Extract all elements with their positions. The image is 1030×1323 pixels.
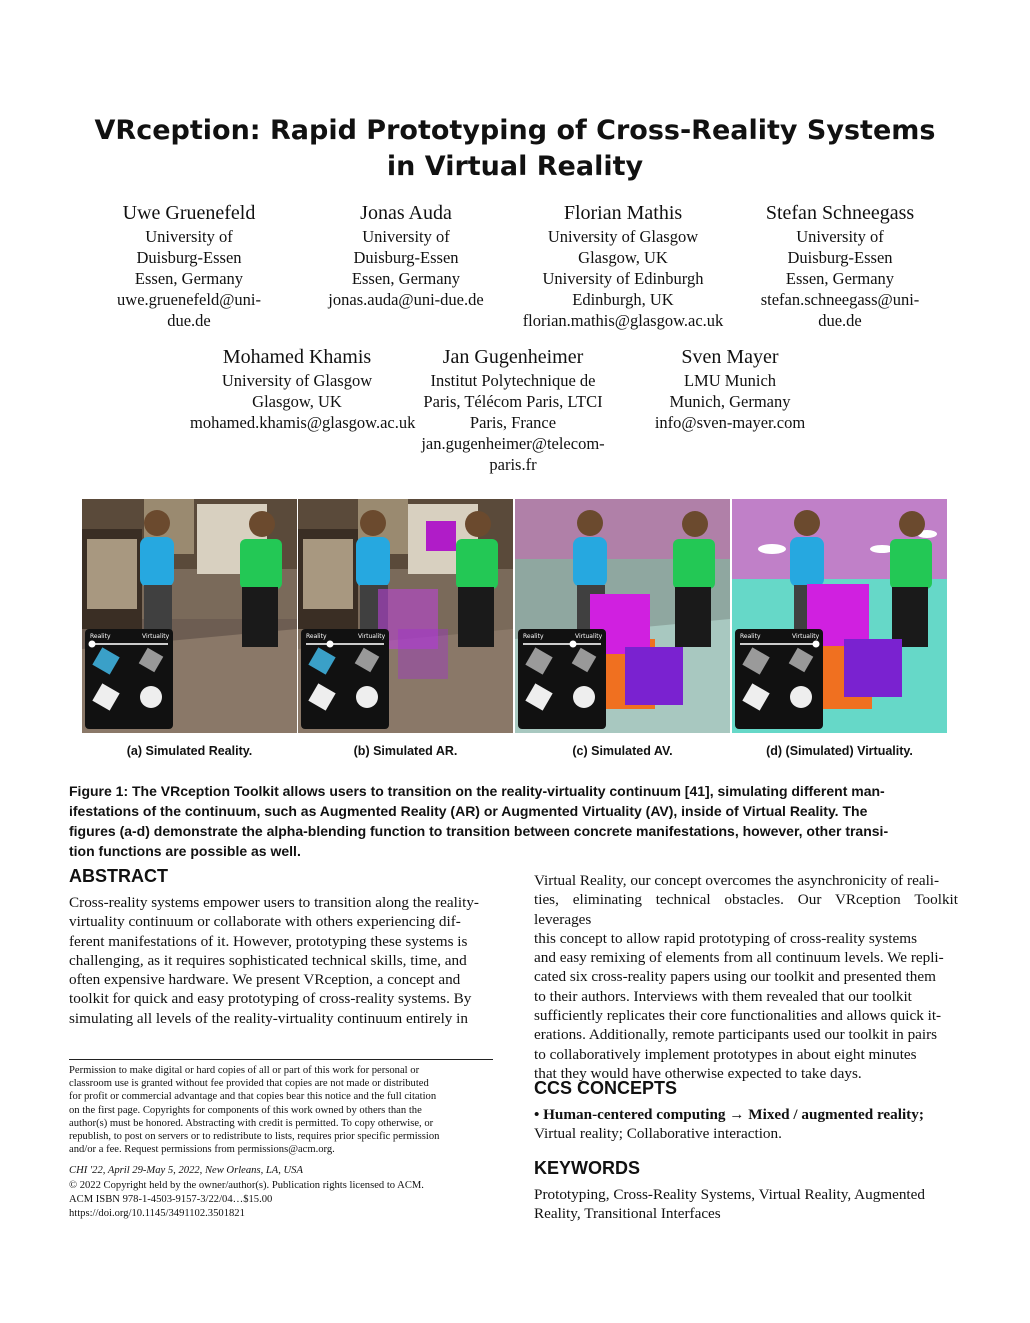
slider-label-virtuality: Virtuality <box>575 633 603 640</box>
author-affiliation: LMU Munich <box>683 371 777 390</box>
author-affiliation: University of Glasgow <box>547 227 699 246</box>
author-name: Jonas Auda <box>360 202 452 224</box>
author-email[interactable]: mohamed.khamis@glasgow.ac.uk <box>190 413 416 432</box>
author-name: Florian Mathis <box>563 202 683 224</box>
text-line: and/or a fee. Request permissions from permissions@acm.org. <box>69 1144 335 1156</box>
text-line: ferent manifestations of it. However, prototyping these systems is <box>69 932 468 950</box>
author-block <box>744 201 936 331</box>
caption-line: ifestations of the continuum, such as Augmented Reality (AR) or Augmented Virtuality (AV), inside of Virtual Reality. The <box>69 803 868 819</box>
text-line: Permission to make digital or hard copies of all or part of this work for personal or <box>69 1065 420 1076</box>
author-name: Jan Gugenheimer <box>442 346 584 368</box>
caption-line: tion functions are possible as well. <box>69 843 301 859</box>
text-line: Virtual Reality, our concept overcomes the asynchronicity of reali- <box>534 872 940 889</box>
text-line: virtuality continuum or collaborate with others experiencing dif- <box>69 913 461 931</box>
author-affiliation: Institut Polytechnique de <box>430 371 596 390</box>
copyright-line: © 2022 Copyright held by the owner/author(s). Publication rights licensed to ACM. <box>69 1180 424 1191</box>
text-line: for profit or commercial advantage and that copies bear this notice and the full citation <box>69 1091 437 1103</box>
footnote-rule <box>69 1059 493 1060</box>
author-block <box>94 201 284 331</box>
author-email[interactable]: paris.fr <box>489 455 537 474</box>
author-email[interactable]: info@sven-mayer.com <box>654 413 806 432</box>
keywords-text <box>534 1185 958 1224</box>
author-name: Uwe Gruenefeld <box>122 202 256 224</box>
figure-panel-simulated-ar <box>298 499 513 733</box>
text-line: simulating all levels of the reality-virtuality continuum entirely in <box>69 1009 468 1027</box>
slider-label-reality: Reality <box>523 633 544 640</box>
figure-panel-simulated-reality <box>82 499 297 733</box>
keywords-heading: KEYWORDS <box>534 1158 641 1178</box>
author-email[interactable]: florian.mathis@glasgow.ac.uk <box>522 311 724 330</box>
text-line: and easy remixing of elements from all continuum levels. We repli- <box>534 949 944 967</box>
slider-label-reality: Reality <box>306 633 327 640</box>
abstract-right-column <box>534 871 958 1083</box>
author-email[interactable]: due.de <box>818 311 862 330</box>
caption-line: Figure 1: The VRception Toolkit allows users to transition on the reality-virtuality continuum [41], simulating different man- <box>69 783 885 799</box>
virtuality-slider-panel <box>518 629 606 729</box>
author-block <box>190 345 416 433</box>
author-block <box>308 201 504 310</box>
text-line: often expensive hardware. We present VRception, a concept and <box>69 971 461 989</box>
author-location: Glasgow, UK <box>252 392 342 411</box>
author-affiliation: University of Edinburgh <box>542 269 704 288</box>
author-name: Mohamed Khamis <box>222 346 372 368</box>
text-line: on the first page. Copyrights for components of this work owned by others than the <box>69 1104 422 1116</box>
keywords-line: Prototyping, Cross-Reality Systems, Virtual Reality, Augmented <box>534 1186 925 1203</box>
author-affiliation: Duisburg-Essen <box>787 248 893 267</box>
text-line: challenging, as it requires sophisticated technical skills, time, and <box>69 951 467 969</box>
author-affiliation: University of <box>796 227 884 246</box>
author-affiliation: Duisburg-Essen <box>353 248 459 267</box>
text-line: toolkit for quick and easy prototyping of cross-reality systems. By <box>69 990 472 1008</box>
isbn-line: ACM ISBN 978-1-4503-9157-3/22/04…$15.00 <box>69 1194 273 1205</box>
venue-line: CHI '22, April 29-May 5, 2022, New Orleans, LA, USA <box>69 1165 303 1176</box>
text-line: that they would have otherwise expected to take days. <box>534 1064 862 1082</box>
paper-title <box>0 113 1030 185</box>
author-affiliation: University of <box>362 227 450 246</box>
author-affiliation: Duisburg-Essen <box>136 248 242 267</box>
text-line: sufficiently replicates their core functionalities and allows quick it- <box>534 1007 942 1025</box>
subcaption-a: (a) Simulated Reality. <box>126 744 253 758</box>
text-line: author(s) must be honored. Abstracting with credit is permitted. To copy otherwise, or <box>69 1117 434 1129</box>
keywords-line: Reality, Transitional Interfaces <box>534 1205 721 1223</box>
figure-panel-simulated-av <box>515 499 730 733</box>
ccs-line: • Human-centered computing → Mixed / augmented reality; <box>534 1106 924 1123</box>
figure-panel-simulated-virtuality <box>732 499 947 733</box>
title-line-1: VRception: Rapid Prototyping of Cross-Reality Systems <box>94 115 936 146</box>
permission-notice <box>69 1064 493 1156</box>
caption-line: figures (a-d) demonstrate the alpha-blending function to transition between concrete manifestations, however, other transi- <box>69 823 889 839</box>
text-line: Cross-reality systems empower users to transition along the reality- <box>69 894 479 911</box>
text-line: classroom use is granted without fee provided that copies are not made or distributed <box>69 1078 429 1090</box>
author-location: Essen, Germany <box>134 269 244 288</box>
author-block <box>508 201 738 331</box>
author-name: Stefan Schneegass <box>765 202 915 224</box>
author-location: Paris, France <box>469 413 557 432</box>
author-location: Munich, Germany <box>669 392 791 411</box>
virtuality-slider-panel <box>301 629 389 729</box>
virtuality-slider-panel <box>735 629 823 729</box>
author-affiliation: University of <box>145 227 233 246</box>
slider-label-reality: Reality <box>90 633 111 640</box>
virtuality-slider-panel <box>85 629 173 729</box>
author-name: Sven Mayer <box>681 346 779 368</box>
author-location: Glasgow, UK <box>578 248 668 267</box>
subcaption-c: (c) Simulated AV. <box>572 744 673 758</box>
author-email[interactable]: due.de <box>167 311 211 330</box>
abstract-heading: ABSTRACT <box>69 866 168 886</box>
author-email[interactable]: stefan.schneegass@uni- <box>760 290 920 309</box>
subcaption-d: (d) (Simulated) Virtuality. <box>766 744 913 758</box>
text-line: to their authors. Interviews with them revealed that our toolkit <box>534 987 912 1005</box>
author-location: Essen, Germany <box>785 269 895 288</box>
subcaption-b: (b) Simulated AR. <box>353 744 458 758</box>
author-location: Edinburgh, UK <box>572 290 674 309</box>
text-line: republish, to post on servers or to redistribute to lists, requires prior specific permission <box>69 1131 440 1143</box>
slider-label-virtuality: Virtuality <box>792 633 820 640</box>
text-line: cated six cross-reality papers using our toolkit and presented them <box>534 968 936 986</box>
author-affiliation: University of Glasgow <box>221 371 373 390</box>
author-email[interactable]: jan.gugenheimer@telecom- <box>421 434 605 453</box>
title-line-2: in Virtual Reality <box>386 151 644 182</box>
author-block <box>632 345 828 433</box>
slider-label-reality: Reality <box>740 633 761 640</box>
doi-link[interactable]: https://doi.org/10.1145/3491102.3501821 <box>69 1208 245 1219</box>
text-line: ties, eliminating technical obstacles. Our VRception Toolkit leverages <box>534 891 958 928</box>
author-block <box>404 345 622 475</box>
slider-label-virtuality: Virtuality <box>358 633 386 640</box>
text-line: erations. Additionally, remote participants used our toolkit in pairs <box>534 1026 938 1044</box>
author-email[interactable]: uwe.gruenefeld@uni- <box>117 290 261 309</box>
ccs-line: Virtual reality; Collaborative interaction. <box>534 1125 782 1143</box>
author-email[interactable]: jonas.auda@uni-due.de <box>328 290 484 309</box>
author-affiliation: Paris, Télécom Paris, LTCI <box>423 392 603 411</box>
text-line: this concept to allow rapid prototyping of cross-reality systems <box>534 929 917 947</box>
slider-label-virtuality: Virtuality <box>142 633 170 640</box>
ccs-concepts <box>534 1105 958 1144</box>
author-location: Essen, Germany <box>351 269 461 288</box>
text-line: to collaboratively implement prototypes in about eight minutes <box>534 1045 917 1063</box>
abstract-left-column <box>69 893 493 1028</box>
ccs-heading: CCS CONCEPTS <box>534 1078 678 1098</box>
figure-caption <box>69 781 961 861</box>
